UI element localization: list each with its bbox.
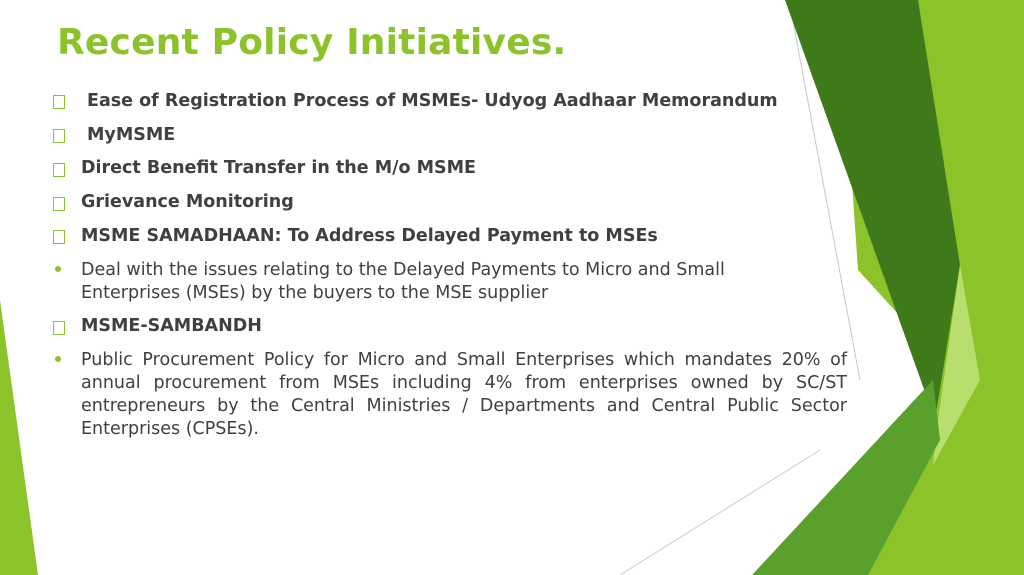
square-bullet-icon xyxy=(53,163,65,177)
dot-bullet-icon xyxy=(55,356,61,362)
square-bullet-icon xyxy=(53,129,65,143)
list-item-text: Deal with the issues relating to the Delayed Payments to Micro and Small Enterprises (MSEs) by the buyers to the MSE supplier xyxy=(81,260,725,303)
list-item-text: Grievance Monitoring xyxy=(81,192,294,212)
list-item-text: MSME SAMADHAAN: To Address Delayed Payment to MSEs xyxy=(81,226,658,246)
square-bullet-icon xyxy=(53,230,65,244)
square-bullet-icon xyxy=(53,197,65,211)
dot-bullet-icon xyxy=(55,266,61,272)
square-bullet-icon xyxy=(53,321,65,335)
list-item-text: Direct Benefit Transfer in the M/o MSME xyxy=(81,158,476,178)
list-item-text: Ease of Registration Process of MSMEs- Udyog Aadhaar Memorandum xyxy=(87,91,778,111)
list-item-text: MyMSME xyxy=(87,125,176,145)
slide-title: Recent Policy Initiatives. xyxy=(57,22,567,63)
list-item-text: MSME-SAMBANDH xyxy=(81,316,262,336)
square-bullet-icon xyxy=(53,95,65,109)
list-item-text: Public Procurement Policy for Micro and Small Enterprises which mandates 20% of annual procurement from MSEs including 4% from enterprises owned by SC/ST entrepreneurs by the Central Ministries / Departments and Central Public Sector Enterprises (CPSEs). xyxy=(81,350,847,439)
